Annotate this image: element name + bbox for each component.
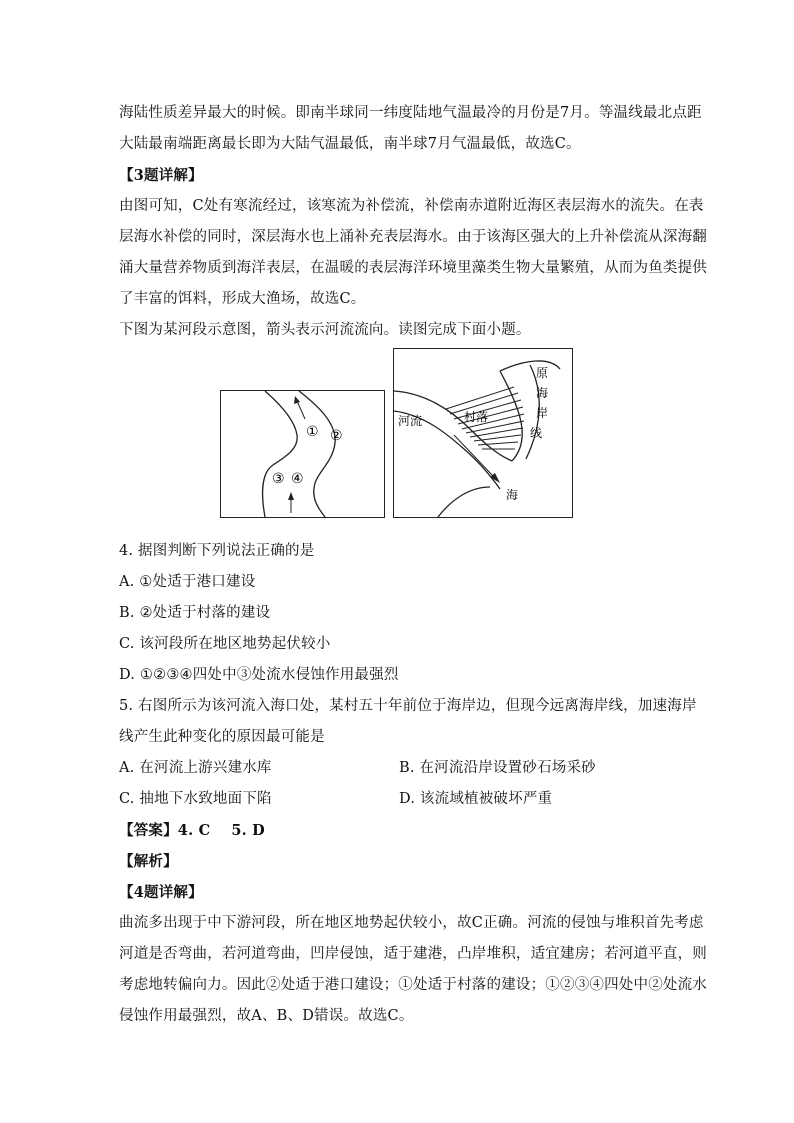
river-mouth-figure [393,348,573,518]
marker-1: ① [306,424,319,440]
option-5c: C. 抽地下水致地面下陷 [119,791,272,807]
coastline-label-3: 岸 [536,406,549,420]
sea-label: 海 [506,488,519,502]
village-label: 村落 [464,410,489,424]
option-5b: B. 在河流沿岸设置砂石场采砂 [399,760,596,776]
marker-2: ② [330,428,343,444]
section-heading: 【4题详解】 [119,884,203,901]
options-5-row-2 [119,784,679,815]
paragraph-line: 了丰富的饵料，形成大渔场，故选C。 [119,291,366,307]
section-heading: 【3题详解】 [119,167,203,184]
paragraph-line: 涌大量营养物质到海洋表层，在温暖的表层海洋环境里藻类生物大量繁殖，从而为鱼类提供 [119,260,707,276]
figure-area [119,348,679,524]
marker-3: ③ [272,471,285,487]
option-4b: B. ②处适于村落的建设 [119,605,271,621]
document-page [119,98,707,1032]
paragraph-line: 大陆最南端距离最长即为大陆气温最低，南半球7月气温最低，故选C。 [119,136,581,152]
option-5a: A. 在河流上游兴建水库 [119,760,272,776]
option-5d: D. 该流域植被破坏严重 [399,791,553,807]
paragraph-line: 河道是否弯曲，若河道弯曲，凹岸侵蚀，适于建港，凸岸堆积，适宜建房；若河道平直，则 [119,946,707,962]
paragraph-line: 由图可知，C处有寒流经过，该寒流为补偿流，补偿南赤道附近海区表层海水的流失。在表 [119,198,704,214]
river-label: 河流 [398,414,423,428]
question-5-line-2: 线产生此种变化的原因最可能是 [119,729,325,745]
analysis-heading: 【解析】 [119,853,178,870]
paragraph-line: 曲流多出现于中下游河段，所在地区地势起伏较小，故C正确。河流的侵蚀与堆积首先考虑 [119,915,704,931]
coastline-label-4: 线 [530,426,543,440]
river-meander-figure [220,390,385,518]
answer-line: 【答案】4. C 5. D [119,822,265,839]
question-4: 4. 据图判断下列说法正确的是 [119,543,315,559]
paragraph-line: 考虑地转偏向力。因此②处适于港口建设；①处适于村落的建设；①②③④四处中②处流水 [119,977,707,993]
coastline-label-2: 海 [536,386,549,400]
option-4d: D. ①②③④四处中③处流水侵蚀作用最强烈 [119,667,399,683]
option-4c: C. 该河段所在地区地势起伏较小 [119,636,331,652]
paragraph-line: 层海水补偿的同时，深层海水也上涌补充表层海水。由于该海区强大的上升补偿流从深海翻 [119,229,707,245]
paragraph-line: 海陆性质差异最大的时候。即南半球同一纬度陆地气温最冷的月份是7月。等温线最北点距 [119,105,702,121]
question-5-line-1: 5. 右图所示为该河流入海口处，某村五十年前位于海岸边，但现今远离海岸线，加速海岸 [119,698,697,714]
question-intro: 下图为某河段示意图，箭头表示河流流向。读图完成下面小题。 [119,322,531,338]
options-5-row-1 [119,753,679,784]
option-4a: A. ①处适于港口建设 [119,574,256,590]
coastline-label-1: 原 [536,366,549,380]
paragraph-line: 侵蚀作用最强烈，故A、B、D错误。故选C。 [119,1008,414,1024]
marker-4: ④ [291,471,304,487]
